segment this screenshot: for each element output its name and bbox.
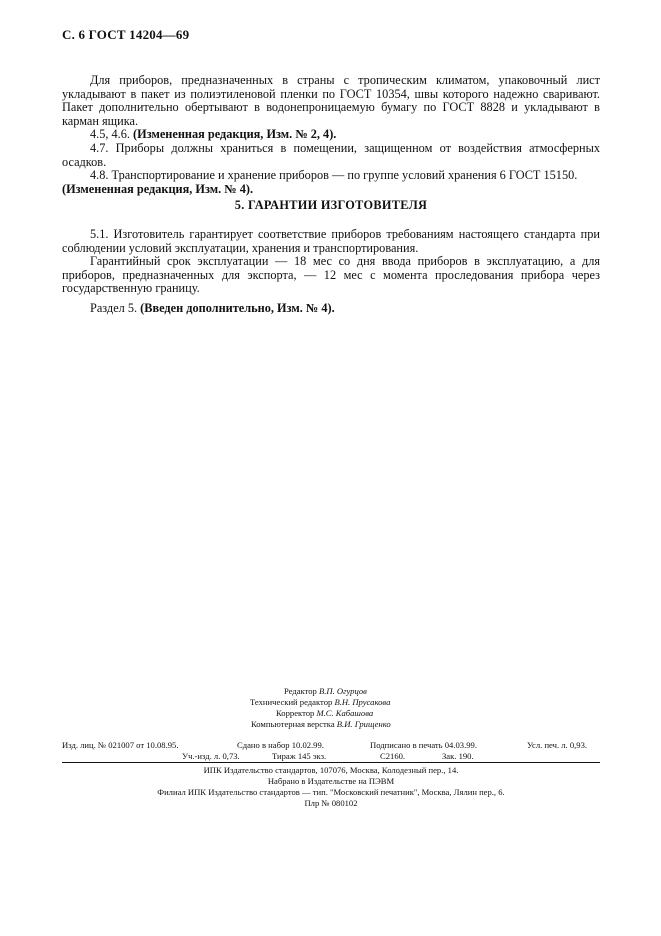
section-ref: Раздел 5.: [90, 301, 138, 315]
edit-sheets: Уч.-изд. л. 0,73.: [182, 751, 240, 761]
section4-continuation: [62, 74, 600, 196]
page-header: С. 6 ГОСТ 14204—69: [62, 27, 190, 42]
imprint-block: [62, 765, 600, 809]
amendment-note-4-8: (Измененная редакция, Изм. № 4).: [62, 181, 254, 196]
credit-tech-editor: Технический редактор В.Н. Прусакова: [250, 697, 391, 707]
section-amendment: (Введен дополнительно, Изм. № 4).: [140, 301, 335, 315]
paragraph-4-7: 4.7. Приборы должны храниться в помещении, защищенном от воздействия атмосферных осадков.: [62, 140, 600, 169]
pub-row-2: [62, 751, 600, 762]
paragraph-5-1: 5.1. Изготовитель гарантирует соответствие приборов требованиям настоящего стандарта при соблюдении условий эксплуатации, хранения и транспортирования.: [62, 227, 600, 255]
credit-corrector: Корректор М.С. Кабашова: [276, 708, 374, 718]
imprint-publisher: ИПК Издательство стандартов, 107076, Москва, Колодезный пер., 14.: [203, 765, 459, 775]
license: Изд. лиц. № 021007 от 10.08.95.: [62, 740, 179, 750]
submitted-date: Сдано в набор 10.02.99.: [237, 740, 324, 750]
print-sheets: Усл. печ. л. 0,93.: [527, 740, 588, 750]
section-title: 5. ГАРАНТИИ ИЗГОТОВИТЕЛЯ: [234, 198, 428, 212]
code: С2160.: [380, 751, 406, 761]
credit-layout: Компьютерная верстка В.И. Грищенко: [251, 719, 391, 729]
amendment-note: (Измененная редакция, Изм. № 2, 4).: [133, 127, 337, 142]
pub-row-1: [62, 740, 600, 751]
paragraph-warranty: Гарантийный срок эксплуатации — 18 мес со дня ввода приборов в эксплуатацию, а для приборов, предназначенных для экспорта, — 12 мес с момента проследования прибора через государственную границу.: [62, 254, 600, 296]
clause-number: 4.5, 4.6.: [90, 127, 130, 142]
paragraph-4-8: 4.8. Транспортирование и хранение приборов — по группе условий хранения 6 ГОСТ 15150.: [90, 168, 578, 183]
paragraph-packing: Для приборов, предназначенных в страны с тропическим климатом, упаковочный лист укладывают в пакет из полиэтиленовой пленки по ГОСТ 10354, швы которого надежно сваривают. Пакет дополнительно обертывают в водонепроницаемую бумагу по ГОСТ 8828 и укладывают в карман ящика.: [62, 73, 600, 128]
order-number: Зак. 190.: [442, 751, 474, 761]
credit-editor: Редактор В.П. Огурцов: [284, 686, 367, 696]
section5-body: [62, 228, 600, 296]
imprint-typeset: Набрано в Издательстве на ПЭВМ: [267, 776, 395, 786]
imprint-printer: Филиал ИПК Издательство стандартов — тип. "Московский печатник", Москва, Лялин пер., 6.: [157, 787, 505, 797]
divider: [62, 762, 600, 763]
section5-note: [62, 302, 600, 316]
signed-date: Подписано в печать 04.03.99.: [370, 740, 477, 750]
paragraph-4-5-4-6: [62, 128, 600, 142]
circulation: Тираж 145 экз.: [272, 751, 327, 761]
publication-info: [62, 740, 600, 762]
imprint-license: Плр № 080102: [304, 798, 358, 808]
